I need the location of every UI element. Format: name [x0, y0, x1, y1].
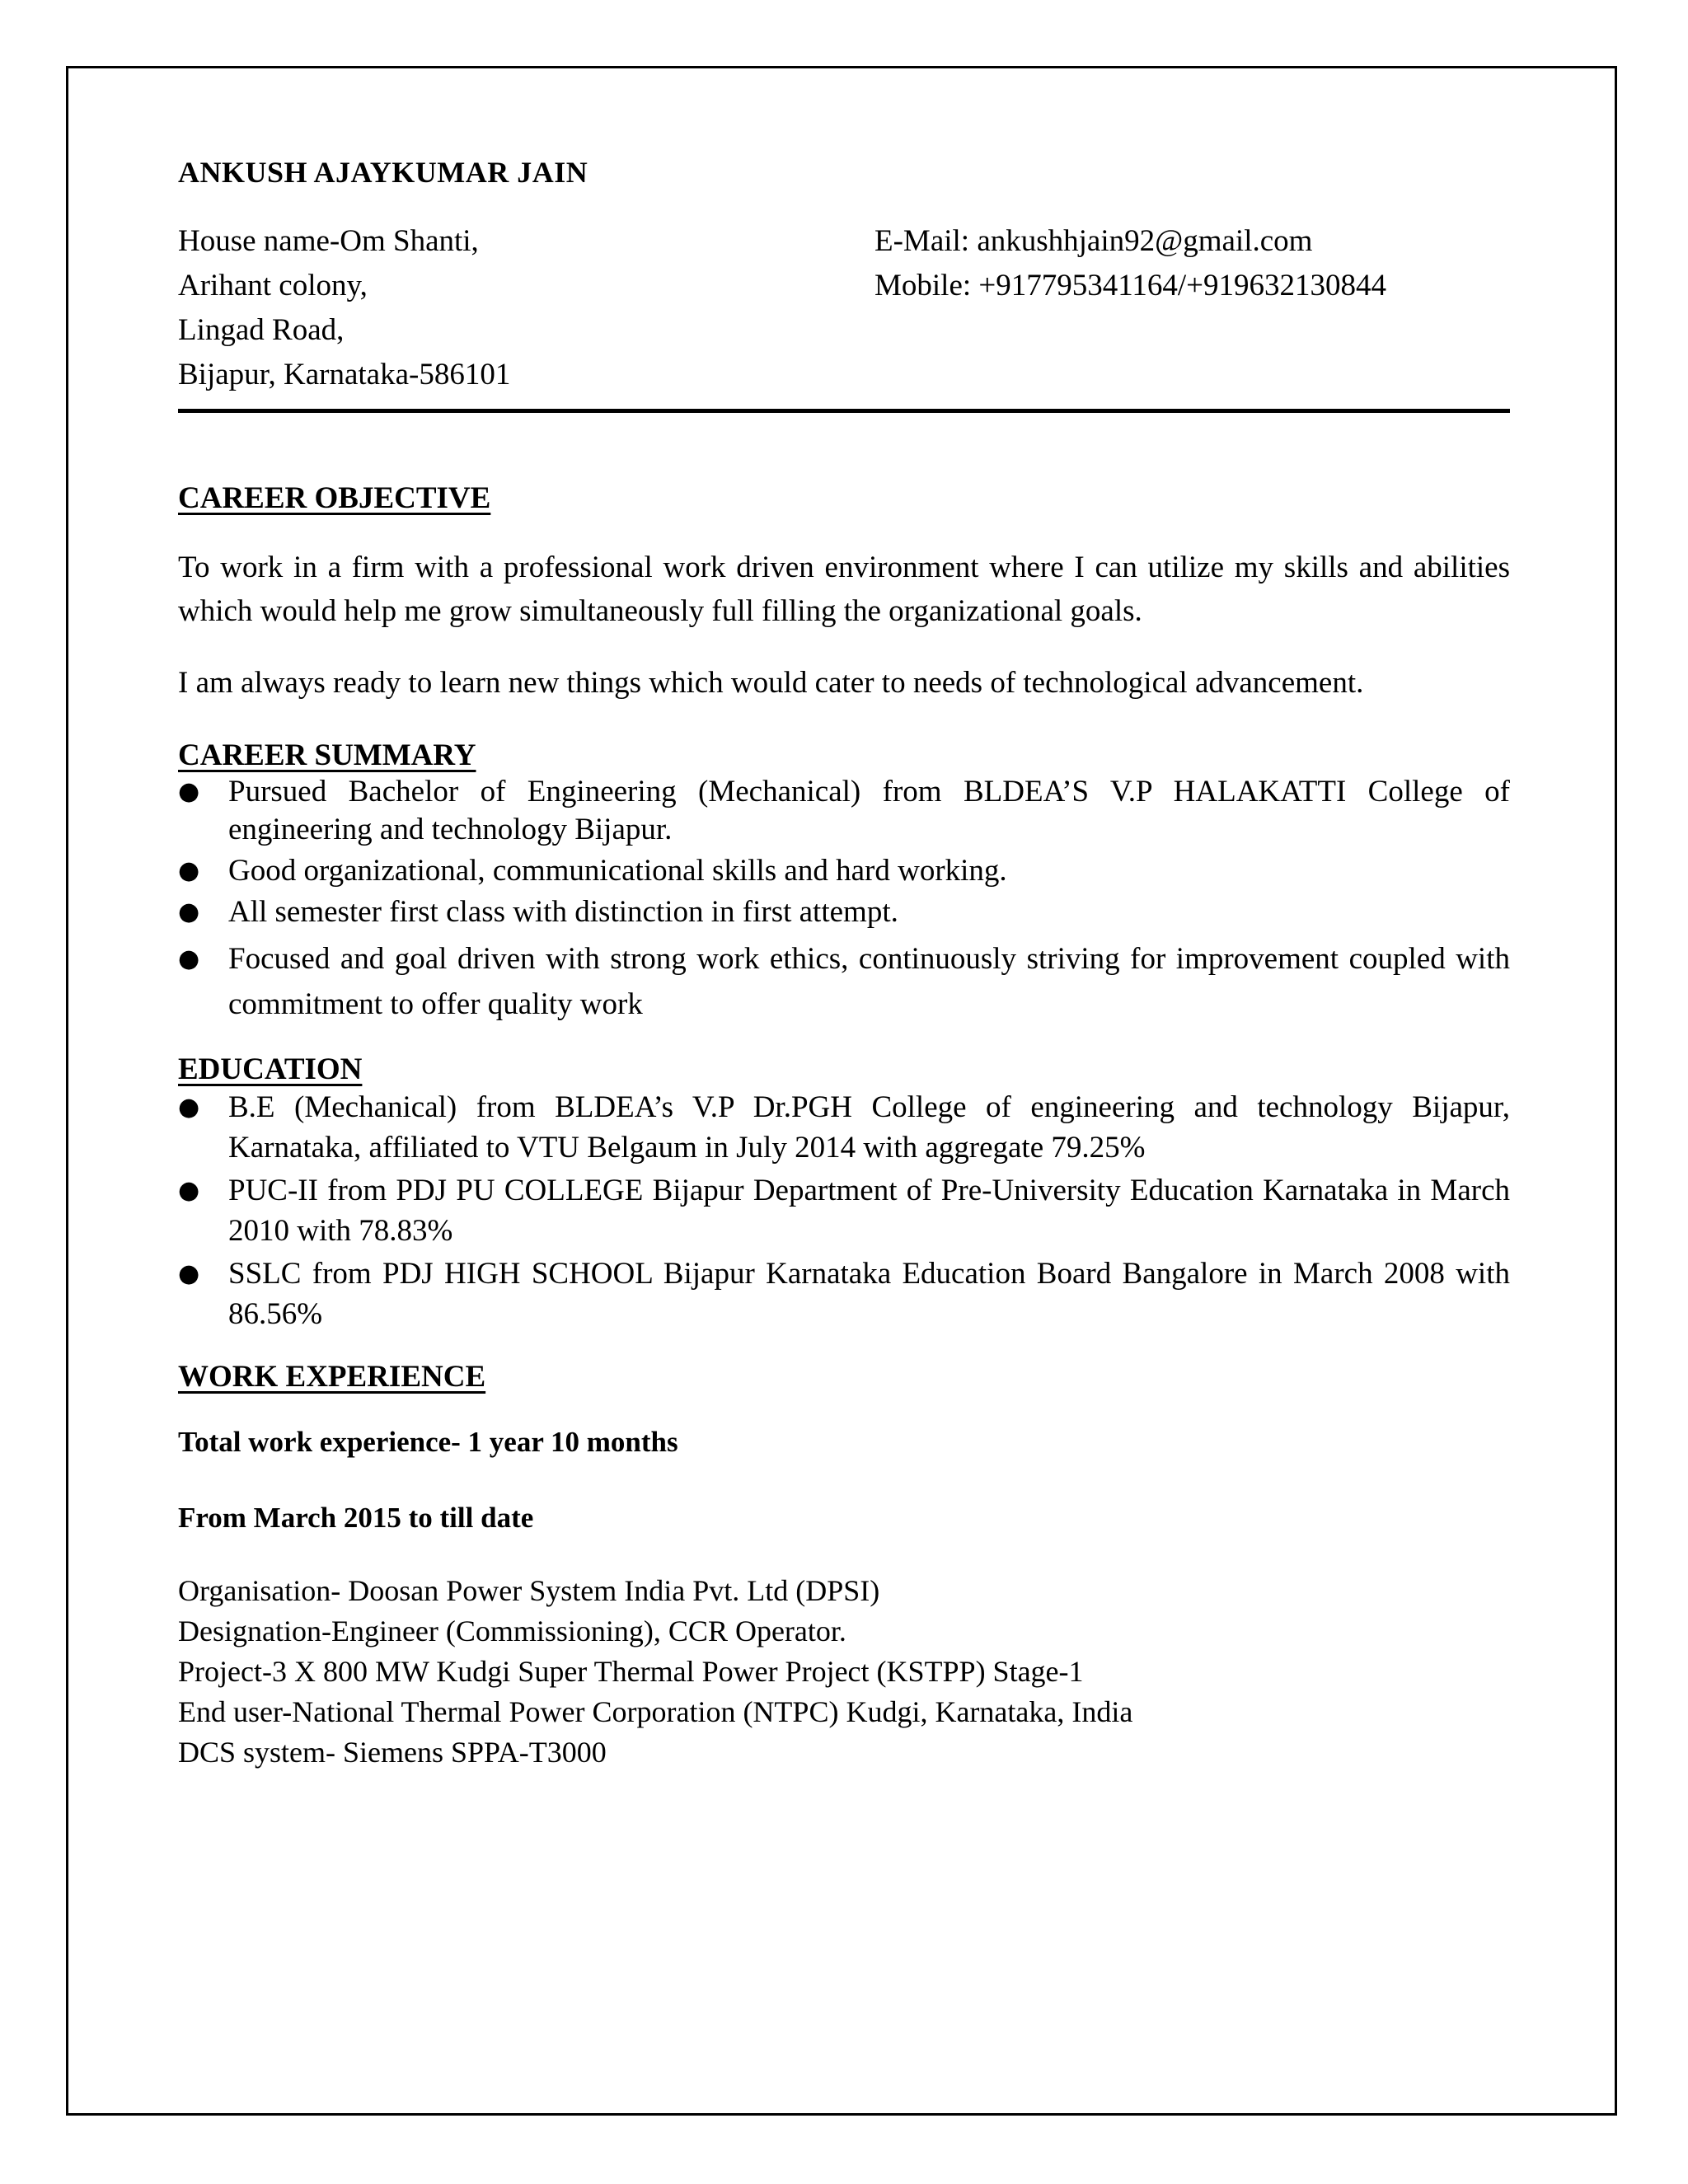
list-item-text: Pursued Bachelor of Engineering (Mechanical) from BLDEA’S V.P HALAKATTI College of engineering and technology Bijapur. — [228, 775, 1510, 846]
list-item-text: PUC-II from PDJ PU COLLEGE Bijapur Department of Pre-University Education Karnataka in March 2010 with 78.83% — [228, 1174, 1510, 1248]
objective-paragraph: To work in a firm with a professional work driven environment where I can utilize my skills and abilities which would help me grow simultaneously full filling the organizational goals. — [178, 551, 1510, 628]
list-item — [178, 773, 1510, 849]
work-detail-line: Organisation- Doosan Power System India Pvt. Ltd (DPSI) — [178, 1574, 880, 1607]
contact-info — [874, 219, 1386, 397]
bullet-icon: ● — [178, 1259, 200, 1288]
list-item-text: SSLC from PDJ HIGH SCHOOL Bijapur Karnataka Education Board Bangalore in March 2008 with 86.56% — [228, 1257, 1510, 1331]
employment-period: From March 2015 to till date — [178, 1502, 534, 1534]
bullet-icon: ● — [178, 856, 200, 885]
list-item-text: B.E (Mechanical) from BLDEA’s V.P Dr.PGH College of engineering and technology Bijapur, Karnataka, affiliated to VTU Belgaum in July 2014 with aggregate 79.25% — [228, 1090, 1510, 1165]
email-line: E-Mail: ankushhjain92@gmail.com — [874, 224, 1313, 258]
address-block — [178, 219, 874, 397]
list-item — [178, 1170, 1510, 1251]
summary-list — [178, 773, 1510, 1027]
objective-paragraph: I am always ready to learn new things which would cater to needs of technological advancement. — [178, 666, 1364, 700]
section-title-career-summary: CAREER SUMMARY — [178, 738, 476, 772]
work-detail-line: DCS system- Siemens SPPA-T3000 — [178, 1736, 607, 1769]
section-title-career-objective: CAREER OBJECTIVE — [178, 481, 491, 515]
education-list — [178, 1087, 1510, 1334]
work-detail-line: End user-National Thermal Power Corporation (NTPC) Kudgi, Karnataka, India — [178, 1695, 1133, 1728]
address-line: Arihant colony, — [178, 269, 368, 302]
bullet-icon: ● — [178, 1093, 200, 1122]
address-line: Lingad Road, — [178, 313, 345, 347]
bullet-icon: ● — [178, 944, 200, 973]
list-item-text: Focused and goal driven with strong work ethics, continuously striving for improvement coupled with commitment to offer quality work — [228, 942, 1510, 1021]
bullet-icon: ● — [178, 1176, 200, 1205]
candidate-name: ANKUSH AJAYKUMAR JAIN — [178, 156, 588, 189]
list-item — [178, 1087, 1510, 1168]
list-item — [178, 1254, 1510, 1334]
work-detail-line: Designation-Engineer (Commissioning), CCR Operator. — [178, 1615, 846, 1647]
section-title-work-experience: WORK EXPERIENCE — [178, 1360, 486, 1394]
resume-content — [178, 155, 1510, 1773]
address-line: Bijapur, Karnataka-586101 — [178, 358, 511, 391]
contact-block — [178, 219, 1510, 397]
list-item-text: All semester first class with distinction in first attempt. — [228, 895, 898, 929]
list-item — [178, 852, 1510, 890]
address-line: House name-Om Shanti, — [178, 224, 479, 258]
work-detail-line: Project-3 X 800 MW Kudgi Super Thermal Power Project (KSTPP) Stage-1 — [178, 1655, 1084, 1688]
section-title-education: EDUCATION — [178, 1052, 363, 1086]
list-item — [178, 893, 1510, 931]
bullet-icon: ● — [178, 777, 200, 806]
list-item — [178, 936, 1510, 1027]
work-details — [178, 1571, 1510, 1773]
bullet-icon: ● — [178, 898, 200, 926]
total-experience: Total work experience- 1 year 10 months — [178, 1426, 678, 1458]
list-item-text: Good organizational, communicational skills and hard working. — [228, 854, 1007, 888]
mobile-line: Mobile: +917795341164/+919632130844 — [874, 269, 1387, 302]
header-divider — [178, 409, 1510, 413]
